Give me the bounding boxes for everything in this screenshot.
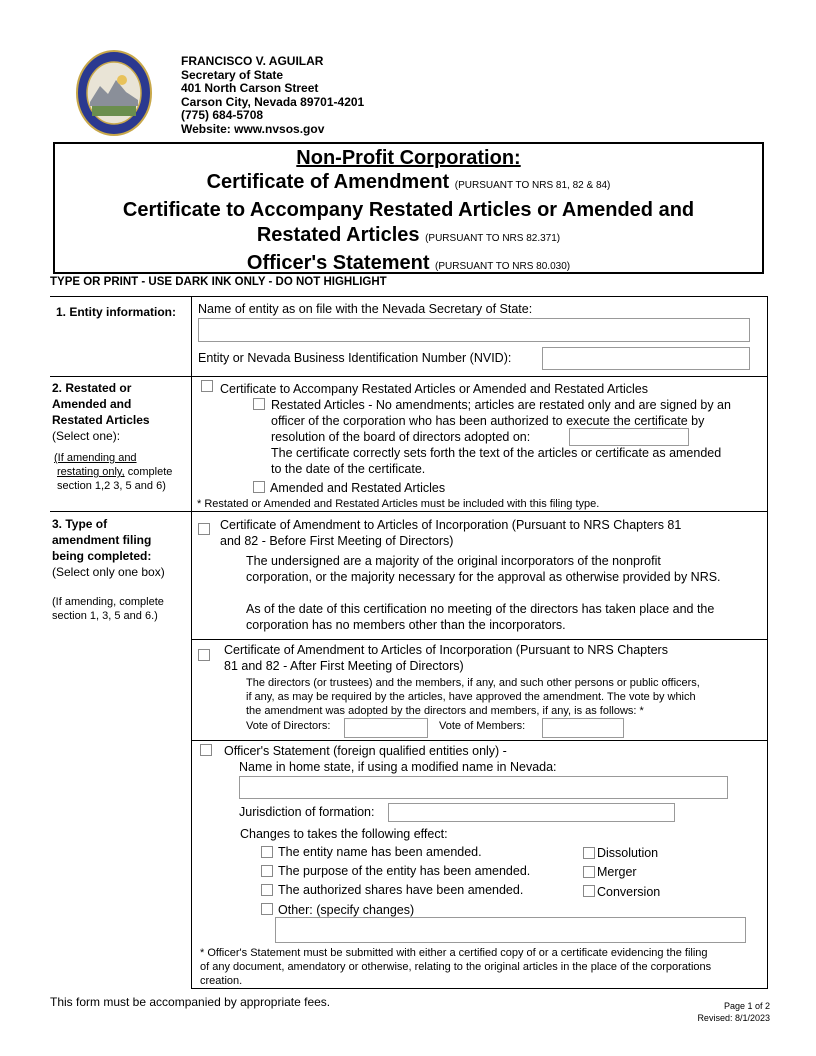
section-1-label: 1. Entity information:: [56, 305, 176, 319]
before-meeting-p1-line-2: corporation, or the majority necessary for the approval as otherwise provided by NRS.: [246, 570, 721, 584]
merger-label: Merger: [597, 865, 637, 879]
page-info: [697, 1000, 770, 1024]
nevada-state-seal: [76, 50, 152, 136]
nvid-label: Entity or Nevada Business Identification Number (NVID):: [198, 351, 512, 365]
title-certificate-of-amendment: Certificate of Amendment: [206, 171, 450, 193]
officer-footnote-line-1: * Officer's Statement must be submitted with either a certified copy of or a certificate evidencing the filing: [200, 947, 708, 959]
section-2-label-2: Amended and: [52, 397, 132, 411]
secretary-name: FRANCISCO V. AGUILAR: [181, 54, 324, 68]
entity-name-field[interactable]: [198, 318, 750, 342]
title-line-5: [55, 251, 762, 279]
officers-statement-checkbox[interactable]: [200, 744, 212, 756]
divider-before-after: [191, 639, 768, 640]
restated-line-3: resolution of the board of directors adopted on:: [271, 430, 531, 444]
before-meeting-p2-line-1: As of the date of this certification no meeting of the directors has taken place and the: [246, 602, 715, 616]
title-line-1: Non-Profit Corporation:: [296, 147, 521, 169]
divider-section-1: [50, 376, 768, 377]
restated-line-2: officer of the corporation who has been authorized to execute the certificate by: [271, 414, 705, 428]
secretary-of-state-header: [181, 55, 364, 137]
conversion-label: Conversion: [597, 885, 661, 899]
merger-checkbox[interactable]: [583, 866, 595, 878]
title-restated-articles: Restated Articles: [256, 224, 420, 246]
accompany-restated-checkbox[interactable]: [201, 380, 213, 392]
section-3-label-3: being completed:: [52, 549, 152, 563]
title-officers-statement: Officer's Statement: [246, 252, 430, 274]
officer-footnote-line-2: of any document, amendatory or otherwise, relating to the original articles in the place of the corporations: [200, 961, 712, 973]
amended-restated-checkbox[interactable]: [253, 481, 265, 493]
jurisdiction-field[interactable]: [388, 803, 675, 822]
form-title-box: [53, 142, 764, 274]
title-line-5-note: (PURSUANT TO NRS 80.030): [435, 261, 571, 272]
change-other-checkbox[interactable]: [261, 903, 273, 915]
section-3-label-2: amendment filing: [52, 533, 152, 547]
change-purpose-checkbox[interactable]: [261, 865, 273, 877]
amended-restated-label: Amended and Restated Articles: [270, 481, 446, 495]
table-right-border: [767, 296, 768, 989]
change-entity-name-label: The entity name has been amended.: [278, 845, 482, 859]
address-line-1: 401 North Carson Street: [181, 81, 319, 96]
accompany-restated-label: Certificate to Accompany Restated Articles or Amended and Restated Articles: [220, 382, 648, 396]
changes-label: Changes to takes the following effect:: [240, 827, 448, 841]
change-other-label: Other: (specify changes): [278, 903, 415, 917]
title-line-4-note: (PURSUANT TO NRS 82.371): [425, 233, 561, 244]
divider-section-2: [50, 511, 768, 512]
officer-footnote-line-3: creation.: [200, 975, 243, 987]
vote-members-label: Vote of Members:: [439, 720, 526, 732]
change-shares-label: The authorized shares have been amended.: [278, 883, 524, 897]
entity-name-label: Name of entity as on file with the Nevada Secretary of State:: [198, 302, 533, 316]
section-2-note-3: section 1,2 3, 5 and 6): [57, 480, 166, 492]
label-column-divider: [191, 296, 192, 989]
section-2-note-1: (If amending and: [54, 452, 137, 464]
before-meeting-p1-line-1: The undersigned are a majority of the original incorporators of the nonprofit: [246, 554, 661, 568]
fees-notice: This form must be accompanied by appropriate fees.: [50, 995, 331, 1009]
after-meeting-p-line-2: if any, as may be required by the articles, have approved the amendment. The vote by which: [246, 691, 696, 703]
section-3-label-1: 3. Type of: [52, 517, 108, 531]
website: Website: www.nvsos.gov: [181, 121, 325, 136]
before-meeting-p2-line-2: corporation has no members other than the incorporators.: [246, 618, 566, 632]
conversion-checkbox[interactable]: [583, 885, 595, 897]
restated-articles-checkbox[interactable]: [253, 398, 265, 410]
ink-instruction: TYPE OR PRINT - USE DARK INK ONLY - DO NOT HIGHLIGHT: [50, 276, 387, 288]
title-line-2-note: (PURSUANT TO NRS 81, 82 & 84): [454, 180, 611, 191]
section-2-footnote: * Restated or Amended and Restated Articles must be included with this filing type.: [197, 498, 600, 510]
title-line-3: Certificate to Accompany Restated Articles or Amended and: [122, 199, 695, 221]
revision-date: Revised: 8/1/2023: [697, 1013, 770, 1023]
section-2-select-hint: (Select one):: [52, 429, 121, 443]
before-meeting-line-1: Certificate of Amendment to Articles of Incorporation (Pursuant to NRS Chapters 81: [220, 518, 682, 532]
change-entity-name-checkbox[interactable]: [261, 846, 273, 858]
nvid-field[interactable]: [542, 347, 750, 370]
address-line-2: Carson City, Nevada 89701-4201: [181, 94, 365, 109]
after-meeting-p-line-1: The directors (or trustees) and the members, if any, and such other persons or public officers,: [246, 677, 700, 689]
jurisdiction-label: Jurisdiction of formation:: [239, 805, 375, 819]
section-3-note-2: section 1, 3, 5 and 6.): [52, 610, 158, 622]
title-line-4: [55, 223, 762, 251]
after-meeting-line-1: Certificate of Amendment to Articles of Incorporation (Pursuant to NRS Chapters: [224, 643, 668, 657]
change-shares-checkbox[interactable]: [261, 884, 273, 896]
section-2-note-2: restating only, complete: [57, 466, 173, 478]
restated-line-5: to the date of the certificate.: [271, 462, 426, 476]
amendment-before-meeting-checkbox[interactable]: [198, 523, 210, 535]
after-meeting-p-line-3: the amendment was adopted by the directors and members, if any, is as follows: *: [246, 705, 644, 717]
vote-directors-label: Vote of Directors:: [246, 720, 331, 732]
page-number: Page 1 of 2: [723, 1001, 770, 1011]
restated-line-1: Restated Articles - No amendments; articles are restated only and are signed by an: [271, 398, 731, 412]
title-line-2: [55, 170, 762, 198]
table-bottom-border: [191, 988, 768, 989]
secretary-title: Secretary of State: [181, 67, 284, 82]
board-resolution-date-field[interactable]: [569, 428, 689, 446]
home-state-name-field[interactable]: [239, 776, 728, 799]
dissolution-label: Dissolution: [597, 846, 659, 860]
section-3-select-hint: (Select only one box): [52, 565, 165, 579]
dissolution-checkbox[interactable]: [583, 847, 595, 859]
vote-members-field[interactable]: [542, 718, 624, 738]
officers-statement-label: Officer's Statement (foreign qualified entities only) -: [224, 744, 507, 758]
other-changes-field[interactable]: [275, 917, 746, 943]
table-top-border: [50, 296, 768, 297]
divider-after-officer: [191, 740, 768, 741]
home-state-name-label: Name in home state, if using a modified name in Nevada:: [239, 760, 557, 774]
section-2-label-1: 2. Restated or: [52, 381, 132, 395]
phone-number: (775) 684-5708: [181, 108, 264, 123]
section-2-label-3: Restated Articles: [52, 413, 150, 427]
change-purpose-label: The purpose of the entity has been amended.: [278, 864, 531, 878]
before-meeting-line-2: and 82 - Before First Meeting of Directors): [220, 534, 454, 548]
section-3-note-1: (If amending, complete: [52, 596, 164, 608]
amendment-after-meeting-checkbox[interactable]: [198, 649, 210, 661]
restated-line-4: The certificate correctly sets forth the text of the articles or certificate as amended: [271, 446, 722, 460]
vote-directors-field[interactable]: [344, 718, 428, 738]
after-meeting-line-2: 81 and 82 - After First Meeting of Directors): [224, 659, 464, 673]
